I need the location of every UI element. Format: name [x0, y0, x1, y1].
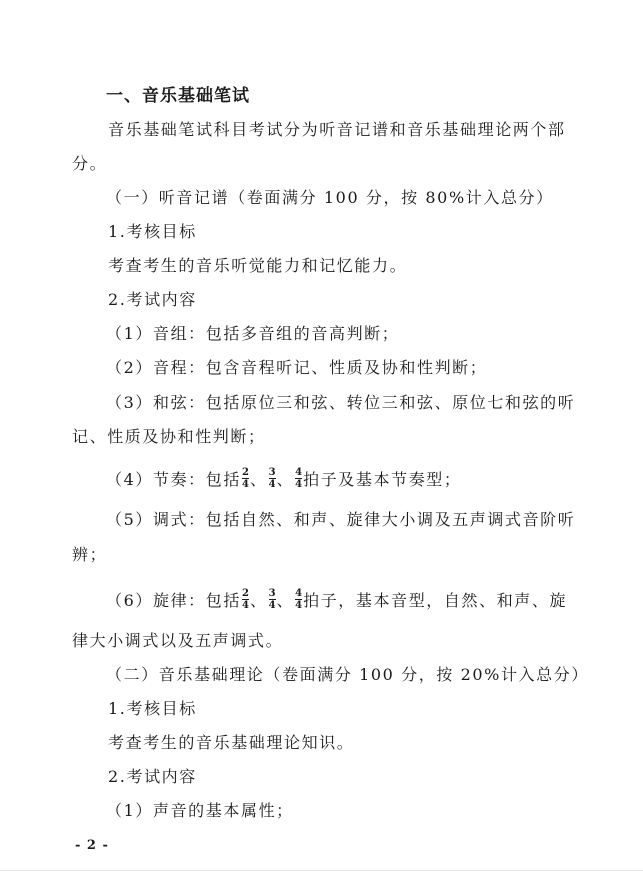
content-label-theory: 2.考试内容: [108, 767, 197, 786]
separator: 、: [276, 470, 295, 489]
intro-paragraph-line1: 音乐基础笔试科目考试分为听音记谱和音乐基础理论两个部: [108, 120, 566, 139]
item-rhythm: [106, 468, 462, 492]
item-chord-line1: （3）和弦：包括原位三和弦、转位三和弦、原位七和弦的听: [106, 393, 576, 412]
time-signature-2-4: $\frac{2}{4}$: [241, 466, 249, 490]
separator: 、: [276, 591, 295, 610]
time-signature-3-4: $\frac{3}{4}$: [268, 466, 276, 490]
time-signature-4-4: $\frac{4}{4}$: [295, 587, 303, 611]
time-signature-2-4: $\frac{2}{4}$: [241, 587, 249, 611]
goal-label-dictation: 1.考核目标: [108, 222, 197, 241]
page-bottom-edge: [0, 870, 643, 871]
separator: 、: [249, 470, 268, 489]
item-chord-line2: 记、性质及协和性判断；: [72, 427, 266, 446]
content-label-dictation: 2.考试内容: [108, 290, 197, 309]
item-melody-prefix: （6）旋律：包括: [106, 591, 241, 610]
item-rhythm-suffix: 拍子及基本节奏型；: [303, 470, 462, 489]
time-signature-4-4: $\frac{4}{4}$: [295, 466, 303, 490]
section-heading: 一、音乐基础笔试: [106, 86, 250, 106]
item-melody-suffix: 拍子，基本音型，自然、和声、旋: [303, 591, 568, 610]
goal-text-dictation: 考查考生的音乐听觉能力和记忆能力。: [108, 256, 408, 275]
page-number: - 2 -: [75, 838, 109, 853]
subsection-title-dictation: （一）听音记谱（卷面满分 100 分，按 80%计入总分）: [106, 188, 554, 207]
intro-paragraph-line2: 分。: [72, 154, 108, 173]
goal-label-theory: 1.考核目标: [108, 699, 197, 718]
item-melody-line1: [106, 589, 567, 613]
item-sound-properties: （1）声音的基本属性；: [106, 801, 294, 820]
time-signature-3-4: $\frac{3}{4}$: [268, 587, 276, 611]
separator: 、: [249, 591, 268, 610]
item-pitch-group: （1）音组：包括多音组的音高判断；: [106, 324, 400, 343]
item-rhythm-prefix: （4）节奏：包括: [106, 470, 241, 489]
item-mode-line1: （5）调式：包括自然、和声、旋律大小调及五声调式音阶听: [106, 510, 576, 529]
item-melody-line2: 律大小调式以及五声调式。: [72, 631, 284, 650]
item-interval: （2）音程：包含音程听记、性质及协和性判断；: [106, 358, 488, 377]
goal-text-theory: 考查考生的音乐基础理论知识。: [108, 733, 355, 752]
subsection-title-theory: （二）音乐基础理论（卷面满分 100 分，按 20%计入总分）: [106, 665, 589, 684]
item-mode-line2: 辨；: [72, 545, 108, 564]
